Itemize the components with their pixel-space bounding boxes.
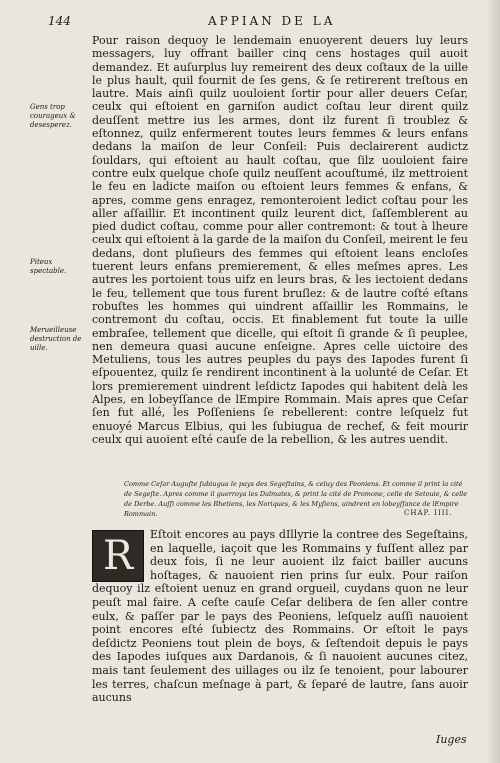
page-edge: [488, 0, 500, 763]
decorated-initial-letter: R: [102, 533, 134, 579]
main-paragraph: Pour raison dequoy le lendemain enuoyerent deuers luy leurs messagers, luy offrant bailler cinq cens hostages quil auoit demandez. Et auſurplus luy remeirent des deux coſtaux de la uille le plus hault, quil fournit de ſes gens, & ſe retirerent treſtous en lautre. Mais ainſi quilz uouloient ſortir pour aller deuers Ceſar, ceulx qui eſtoient en garniſon audict coſtau leur dirent quilz deuſſent mettre ius les armes, dont ilz furent ſi troublez & eſtonnez, quilz enfermerent toutes leurs femmes & leurs enfans dedans la maiſon de leur Conſeil: Puis declairerent audictz ſouldars, qui eſtoient au hault coſtau, que ſilz uouloient faire contre eulx quelque choſe quilz neuſſent acouſtumé, ilz mettroient le feu en ladicte maiſon ou eſtoient leurs femmes & enfans, & apres, comme gens enragez, remonteroient ledict coſtau pour les aller aſſaillir. Et incontinent quilz leurent dict, ſaſſemblerent au pied dudict coſtau, comme pour aller contremont: & tout à lheure ceulx qui eſtoient à la garde de la maiſon du Conſeil, meirent le feu dedans, dont pluſieurs des femmes qui eſtoient leans encloſes tuerent leurs enfans premierement, & elles meſmes apres. Les autres les portoient tous uifz en leurs bras, & les iectoient dedans le feu, tellement que tous furent bruſlez: & de lautre coſté eſtans robuſtes les hommes qui uindrent aſſaillir les Rommains, le contremont du coſtau, occis. Et finablement fut toute la uille embraſee, tellement que dicelle, qui eſtoit ſi grande & ſi peuplee, nen demeura quasi aucune enſeigne. Apres celle uictoire des Metuliens, tous les autres peuples du pays des Iapodes furent ſi eſpouentez, quilz ſe rendirent incontinent à la uolunté de Ceſar. Et lors premierement uindrent leſdictz Iapodes qui habitent delà les Alpes, en lobeyſſance de lEmpire Rommain. Mais apres que Ceſar ſen fut allé, les Poſſeniens ſe rebellerent: contre leſquelz fut enuoyé Marcus Elbius, qui les ſubiugua de rechef, & feit mourir ceulx qui auoient eſté cauſe de la rebellion, & les autres uendit.: [92, 34, 468, 446]
page-number: 144: [48, 14, 71, 28]
chapter-summary: Comme Ceſar Auguſte ſubiugua le pays des Segeſtains, & celuy des Peoniens. Et comme il print la cité de Segeſte. Apres comme il guerroya les Dalmates, & print la cité de Promone, celle de Setouie, & celle de Derbe. Auſſi comme les Rhetiens, les Noriques, & les Myſiens, uindrent en lobeyſſance de lEmpire Rommain.: [124, 480, 468, 518]
marginal-note-3: Merueilleuse destruction de uille.: [30, 326, 82, 352]
chapter-paragraph-text: Eſtoit encores au pays dIllyrie la contree des Segeſtains, en laquelle, iaçoit que les Rommains y fuſſent allez par deux fois, ſi ne leur auoient ilz faict bailler aucuns hoſtages, & nauoient rien prins ſur eulx. Pour raiſon dequoy ilz eſtoient uenuz en grand orgueil, cuydans quon ne leur peuſt mal faire. A ceſte cauſe Ceſar delibera de ſen aller contre eulx, & paſſer par le pays des Peoniens, leſquelz auſſi nauoient point encores eſté ſubiectz des Rommains. Or eſtoit le pays deſdictz Peoniens tout plein de boys, & ſeſtendoit depuis le pays des Iapodes iuſques aux Dardanois, & ſi nauoient aucunes citez, mais tant ſeulement des uillages ou ilz ſe tenoient, pour labourer les terres, chaſcun meſnage à part, & ſeparé de lautre, ſans auoir aucuns: [92, 528, 468, 705]
decorated-initial: [92, 530, 144, 582]
chapter-number: CHAP. IIII.: [404, 509, 453, 517]
marginal-note-1: Gens trop courageux & desesperez.: [30, 103, 76, 129]
marginal-note-2: Piteux spectable.: [30, 258, 67, 275]
page-header: [48, 14, 468, 30]
chapter-paragraph: [92, 528, 468, 705]
catchword: Iuges: [436, 733, 467, 746]
running-title: APPIAN DE LA: [208, 14, 336, 28]
